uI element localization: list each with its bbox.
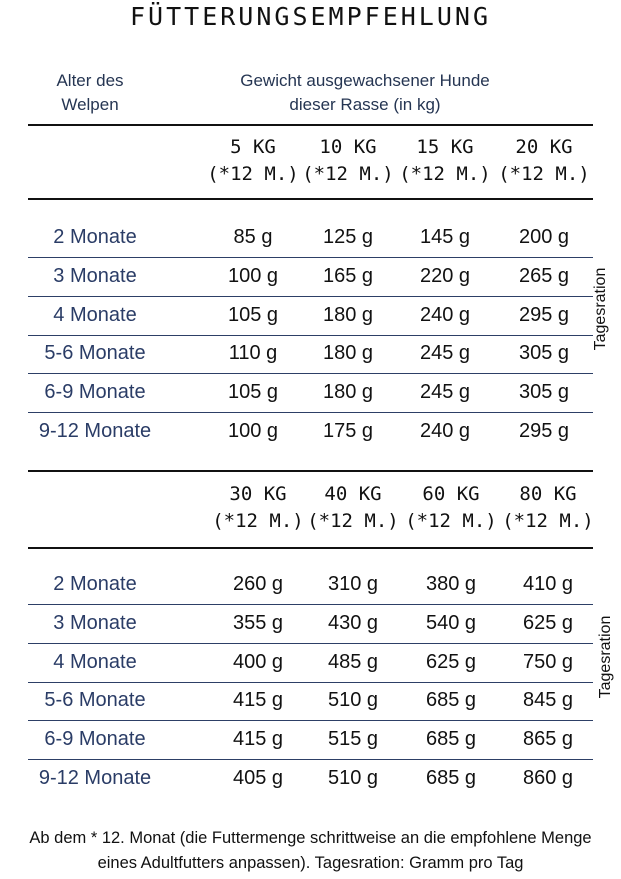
age-label: 4 Monate bbox=[53, 650, 137, 673]
table-top-rule bbox=[28, 470, 593, 472]
weight-note: (*12 M.) bbox=[405, 510, 497, 532]
weight-note: (*12 M.) bbox=[399, 163, 491, 185]
ration-value: 100 g bbox=[227, 264, 279, 287]
tagesration-label: Tagesration bbox=[597, 615, 614, 699]
weight-note: (*12 M.) bbox=[498, 163, 590, 185]
ration-value: 265 g bbox=[518, 264, 570, 287]
weight-value: 20 KG bbox=[515, 136, 573, 158]
footnote-line2: eines Adultfutters anpassen). Tagesration: Gramm pro Tag bbox=[97, 854, 524, 872]
ration-value: 110 g bbox=[228, 342, 278, 365]
weight-column-heading bbox=[208, 481, 308, 535]
ration-value: 165 g bbox=[322, 264, 374, 287]
row-divider bbox=[28, 335, 593, 336]
ration-value: 245 g bbox=[419, 381, 471, 404]
ration-value: 125 g bbox=[322, 226, 374, 248]
table-header-rule bbox=[28, 547, 593, 549]
age-label: 9-12 Monate bbox=[38, 767, 152, 789]
row-divider bbox=[28, 759, 593, 760]
ration-value: 400 g bbox=[232, 650, 284, 673]
ration-value: 180 g bbox=[322, 303, 374, 326]
weight-header-line1: Gewicht ausgewachsener Hunde bbox=[240, 71, 490, 90]
age-column-header bbox=[40, 69, 140, 117]
ration-value: 540 g bbox=[425, 611, 477, 634]
age-label: 2 Monate bbox=[53, 226, 137, 248]
weight-header-line2: dieser Rasse (in kg) bbox=[289, 95, 441, 114]
ration-value: 180 g bbox=[322, 381, 374, 404]
weight-value: 15 KG bbox=[416, 136, 474, 158]
ration-value: 105 g bbox=[227, 303, 279, 326]
age-header-line1: Alter des bbox=[56, 71, 124, 90]
weight-value: 60 KG bbox=[422, 483, 480, 505]
tagesration-label: Tagesration bbox=[592, 267, 609, 351]
ration-value: 240 g bbox=[419, 420, 471, 442]
weight-column-heading bbox=[498, 481, 598, 535]
page-title: FÜTTERUNGSEMPFEHLUNG bbox=[129, 2, 492, 31]
ration-value: 485 g bbox=[327, 650, 379, 673]
row-divider bbox=[28, 373, 593, 374]
footnote-line1: Ab dem * 12. Monat (die Futtermenge schrittweise an die empfohlene Menge bbox=[29, 829, 592, 847]
ration-value: 295 g bbox=[518, 303, 570, 326]
weight-value: 10 KG bbox=[319, 136, 377, 158]
age-label: 3 Monate bbox=[53, 264, 137, 287]
weight-column-heading bbox=[494, 134, 594, 188]
weight-column-heading bbox=[401, 481, 501, 535]
ration-value: 245 g bbox=[419, 342, 471, 365]
weight-note: (*12 M.) bbox=[207, 163, 299, 185]
age-label: 9-12 Monate bbox=[38, 420, 152, 442]
age-label: 6-9 Monate bbox=[44, 381, 146, 404]
weight-column-heading bbox=[395, 134, 495, 188]
ration-value: 305 g bbox=[518, 342, 570, 365]
ration-value: 415 g bbox=[232, 689, 284, 712]
ration-value: 405 g bbox=[232, 767, 284, 789]
weight-note: (*12 M.) bbox=[307, 510, 399, 532]
ration-value: 625 g bbox=[425, 650, 477, 673]
weight-note: (*12 M.) bbox=[502, 510, 594, 532]
ration-value: 510 g bbox=[327, 689, 379, 712]
age-label: 5-6 Monate bbox=[44, 342, 146, 365]
ration-value: 865 g bbox=[522, 728, 574, 751]
ration-value: 860 g bbox=[522, 767, 574, 789]
ration-value: 685 g bbox=[425, 689, 477, 712]
ration-value: 175 g bbox=[322, 420, 374, 442]
ration-value: 180 g bbox=[322, 342, 374, 365]
ration-value: 430 g bbox=[327, 611, 379, 634]
ration-value: 355 g bbox=[232, 611, 284, 634]
row-divider bbox=[28, 604, 593, 605]
table-header-rule bbox=[28, 198, 593, 200]
ration-value: 685 g bbox=[425, 728, 477, 751]
ration-value: 310 g bbox=[327, 573, 379, 595]
ration-value: 295 g bbox=[518, 420, 570, 442]
ration-value: 515 g bbox=[327, 728, 379, 751]
ration-value: 415 g bbox=[232, 728, 284, 751]
weight-column-heading bbox=[303, 481, 403, 535]
row-divider bbox=[28, 720, 593, 721]
ration-value: 625 g bbox=[522, 611, 574, 634]
ration-value: 220 g bbox=[419, 264, 471, 287]
row-divider bbox=[28, 682, 593, 683]
weight-note: (*12 M.) bbox=[212, 510, 304, 532]
age-label: 4 Monate bbox=[53, 303, 137, 326]
age-label: 3 Monate bbox=[53, 611, 137, 634]
ration-value: 100 g bbox=[227, 420, 279, 442]
weight-note: (*12 M.) bbox=[302, 163, 394, 185]
age-label: 6-9 Monate bbox=[44, 728, 146, 751]
age-header-line2: Welpen bbox=[61, 95, 119, 114]
ration-value: 200 g bbox=[518, 226, 570, 248]
row-divider bbox=[28, 412, 593, 413]
weight-column-heading bbox=[203, 134, 303, 188]
ration-value: 410 g bbox=[522, 573, 574, 595]
weight-value: 80 KG bbox=[519, 483, 577, 505]
ration-value: 845 g bbox=[522, 689, 574, 712]
row-divider bbox=[28, 643, 593, 644]
weight-column-header bbox=[215, 69, 515, 117]
footnote bbox=[0, 826, 621, 876]
ration-value: 305 g bbox=[518, 381, 570, 404]
weight-value: 5 KG bbox=[230, 136, 276, 158]
row-divider bbox=[28, 296, 593, 297]
age-label: 5-6 Monate bbox=[44, 689, 146, 712]
ration-value: 240 g bbox=[419, 303, 471, 326]
weight-value: 30 KG bbox=[229, 483, 287, 505]
ration-value: 145 g bbox=[419, 226, 471, 248]
ration-value: 105 g bbox=[227, 381, 279, 404]
weight-value: 40 KG bbox=[324, 483, 382, 505]
table-top-rule bbox=[28, 124, 593, 126]
row-divider bbox=[28, 257, 593, 258]
weight-column-heading bbox=[298, 134, 398, 188]
ration-value: 85 g bbox=[233, 226, 273, 248]
age-label: 2 Monate bbox=[53, 573, 137, 595]
ration-value: 260 g bbox=[232, 573, 284, 595]
ration-value: 685 g bbox=[425, 767, 477, 789]
ration-value: 750 g bbox=[522, 650, 574, 673]
ration-value: 510 g bbox=[327, 767, 379, 789]
ration-value: 380 g bbox=[425, 573, 477, 595]
